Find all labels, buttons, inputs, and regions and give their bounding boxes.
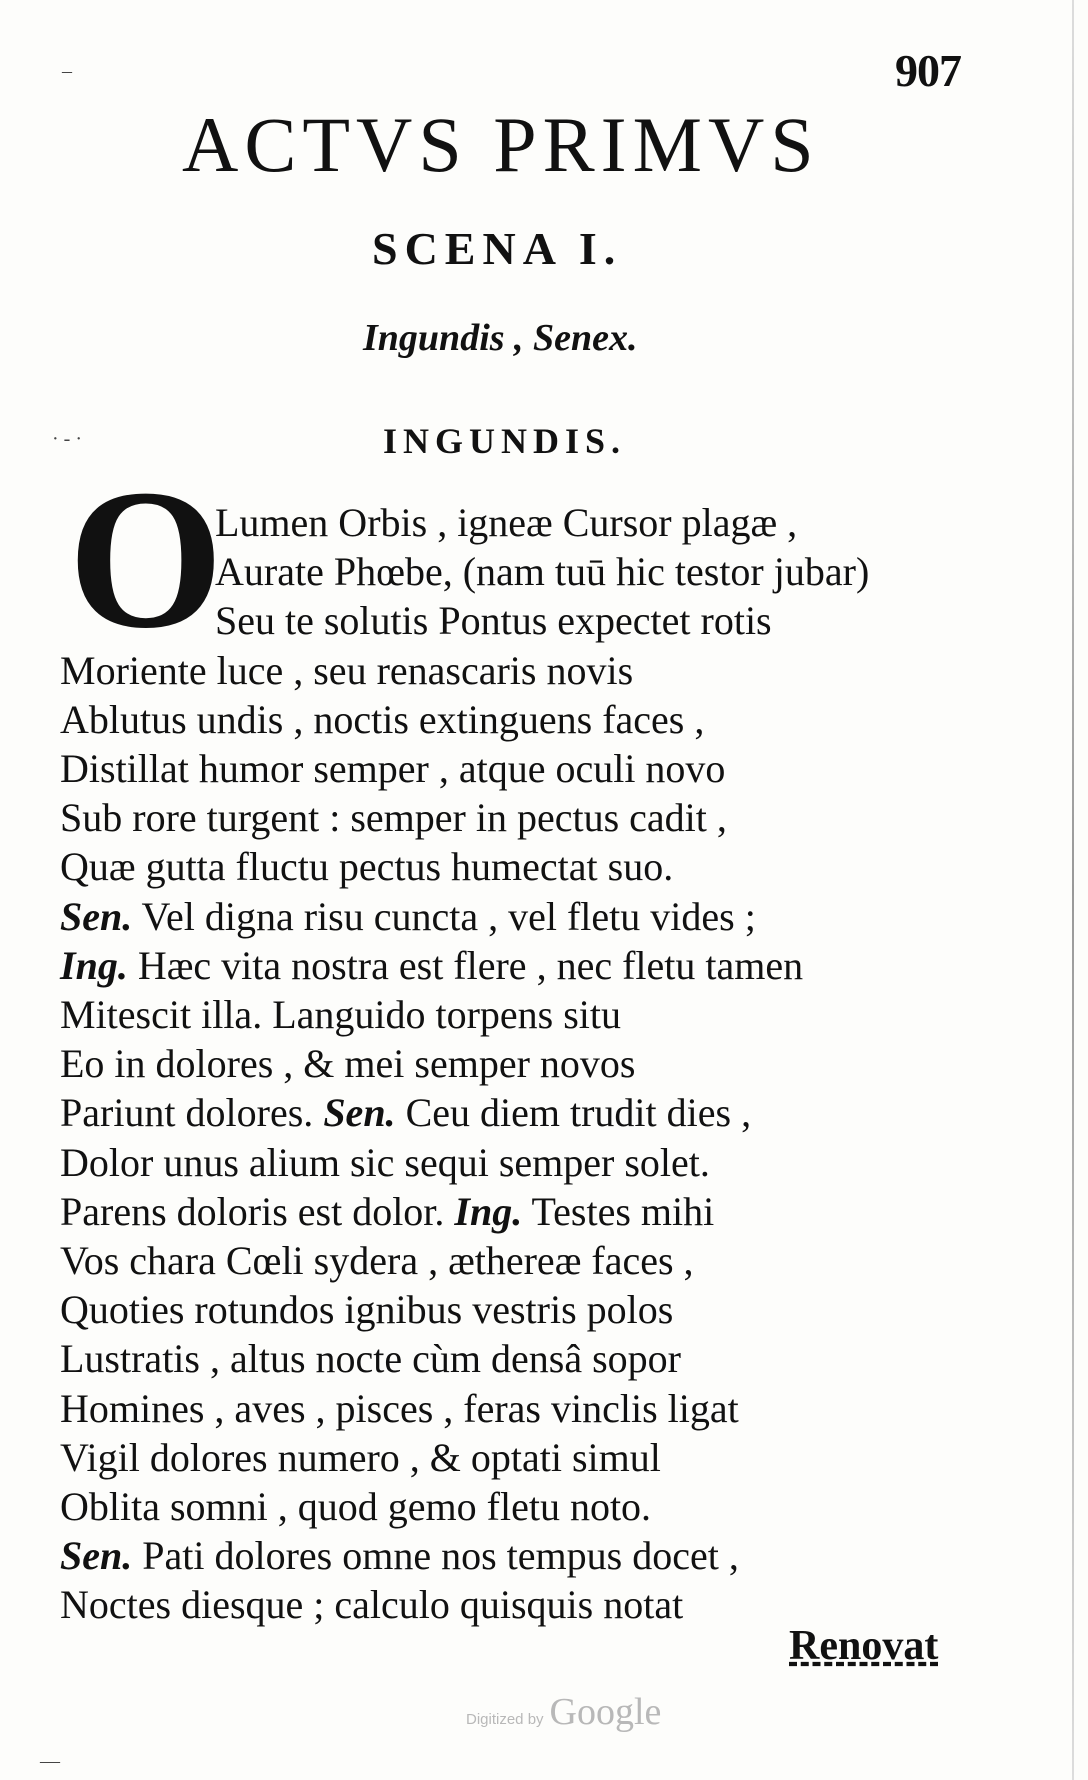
verse-text: Homines , aves , pisces , feras vinclis ligat: [60, 1385, 739, 1431]
verse-line: [60, 1187, 714, 1236]
verse-text: Ceu diem trudit dies ,: [405, 1090, 752, 1136]
verse-text: Pati dolores omne nos tempus docet ,: [142, 1533, 739, 1579]
verse-text: Aurate Phœbe, (nam tuū hic testor jubar): [215, 549, 870, 595]
verse-text: Parens doloris est dolor.: [60, 1188, 445, 1234]
watermark-prefix: Digitized by: [466, 1711, 544, 1728]
watermark: [466, 1690, 661, 1734]
verse-line: [60, 1334, 681, 1383]
speaker-heading: INGUNDIS.: [383, 421, 627, 461]
verse-line: [60, 1039, 635, 1088]
speaker-abbrev: Ing.: [454, 1188, 523, 1234]
scene-title: SCENA I.: [372, 223, 623, 274]
verse-text: Noctes diesque ; calculo quisquis notat: [60, 1582, 684, 1628]
verse-line: [60, 1433, 661, 1482]
verse-line: [60, 1482, 651, 1531]
verse-text: Seu te solutis Pontus expectet rotis: [215, 598, 772, 644]
verse-text: Eo in dolores , & mei semper novos: [60, 1041, 636, 1087]
scan-mark: –: [62, 60, 72, 82]
verse-text: Vigil dolores numero , & optati simul: [60, 1434, 661, 1480]
verse-line: [60, 941, 803, 990]
verse-line: [215, 498, 797, 547]
verse-line: [215, 547, 869, 596]
verse-line: [60, 842, 673, 891]
scan-mark: · - ·: [52, 428, 82, 450]
verse-text: Distillat humor semper , atque oculi novo: [60, 746, 726, 791]
verse-line: [60, 990, 621, 1039]
verse-text: Moriente luce , seu renascaris novis: [60, 647, 634, 693]
verse-text: Mitescit illa. Languido torpens situ: [60, 992, 622, 1037]
speaker-abbrev: Sen.: [323, 1090, 396, 1136]
verse-line: [60, 695, 704, 744]
verse-line: [60, 744, 725, 793]
verse-text: Sub rore turgent : semper in pectus cadit ,: [60, 795, 727, 841]
verse-line: [60, 1384, 739, 1433]
verse-line: [60, 793, 727, 842]
verse-text: Testes mihi: [531, 1188, 715, 1234]
page-number: 907: [895, 45, 961, 96]
speaker-abbrev: Sen.: [60, 1533, 133, 1579]
verse-text: Ablutus undis , noctis extinguens faces ,: [60, 696, 705, 742]
verse-line: [60, 1138, 710, 1187]
verse-line: [215, 596, 772, 645]
characters-list: Ingundis , Senex.: [363, 317, 638, 359]
act-title: ACTVS PRIMVS: [182, 101, 820, 188]
verse-text: Vos chara Cœli sydera , æthereæ faces ,: [60, 1238, 694, 1283]
speaker-abbrev: Ing.: [60, 942, 128, 988]
catchword: Renovat: [789, 1623, 939, 1669]
verse-text: Quoties rotundos ignibus vestris polos: [60, 1287, 674, 1333]
watermark-logo: Google: [549, 1691, 662, 1733]
verse-line: [60, 892, 756, 941]
speaker-abbrev: Sen.: [60, 893, 133, 939]
verse-line: [60, 1088, 751, 1137]
verse-line: [60, 1285, 673, 1334]
verse-text: Quæ gutta fluctu pectus humectat suo.: [60, 844, 674, 890]
verse-text: Vel digna risu cuncta , vel fletu vides ;: [141, 893, 756, 939]
verse-text: Oblita somni , quod gemo fletu noto.: [60, 1484, 652, 1529]
verse-text: Lumen Orbis , igneæ Cursor plagæ ,: [215, 500, 798, 545]
verse-text: Lustratis , altus nocte cùm densâ sopor: [60, 1336, 681, 1382]
verse-text: Hæc vita nostra est flere , nec fletu tamen: [137, 942, 804, 988]
verse-line: [60, 1580, 683, 1629]
scan-mark: —: [40, 1750, 60, 1772]
verse-line: [60, 1236, 694, 1285]
verse-text: Pariunt dolores.: [60, 1090, 314, 1136]
verse-text: Dolor unus alium sic sequi semper solet.: [60, 1139, 710, 1185]
drop-cap: O: [68, 449, 224, 670]
verse-line: [60, 1531, 739, 1580]
page-edge: [1072, 0, 1074, 1780]
verse-line: [60, 646, 633, 695]
